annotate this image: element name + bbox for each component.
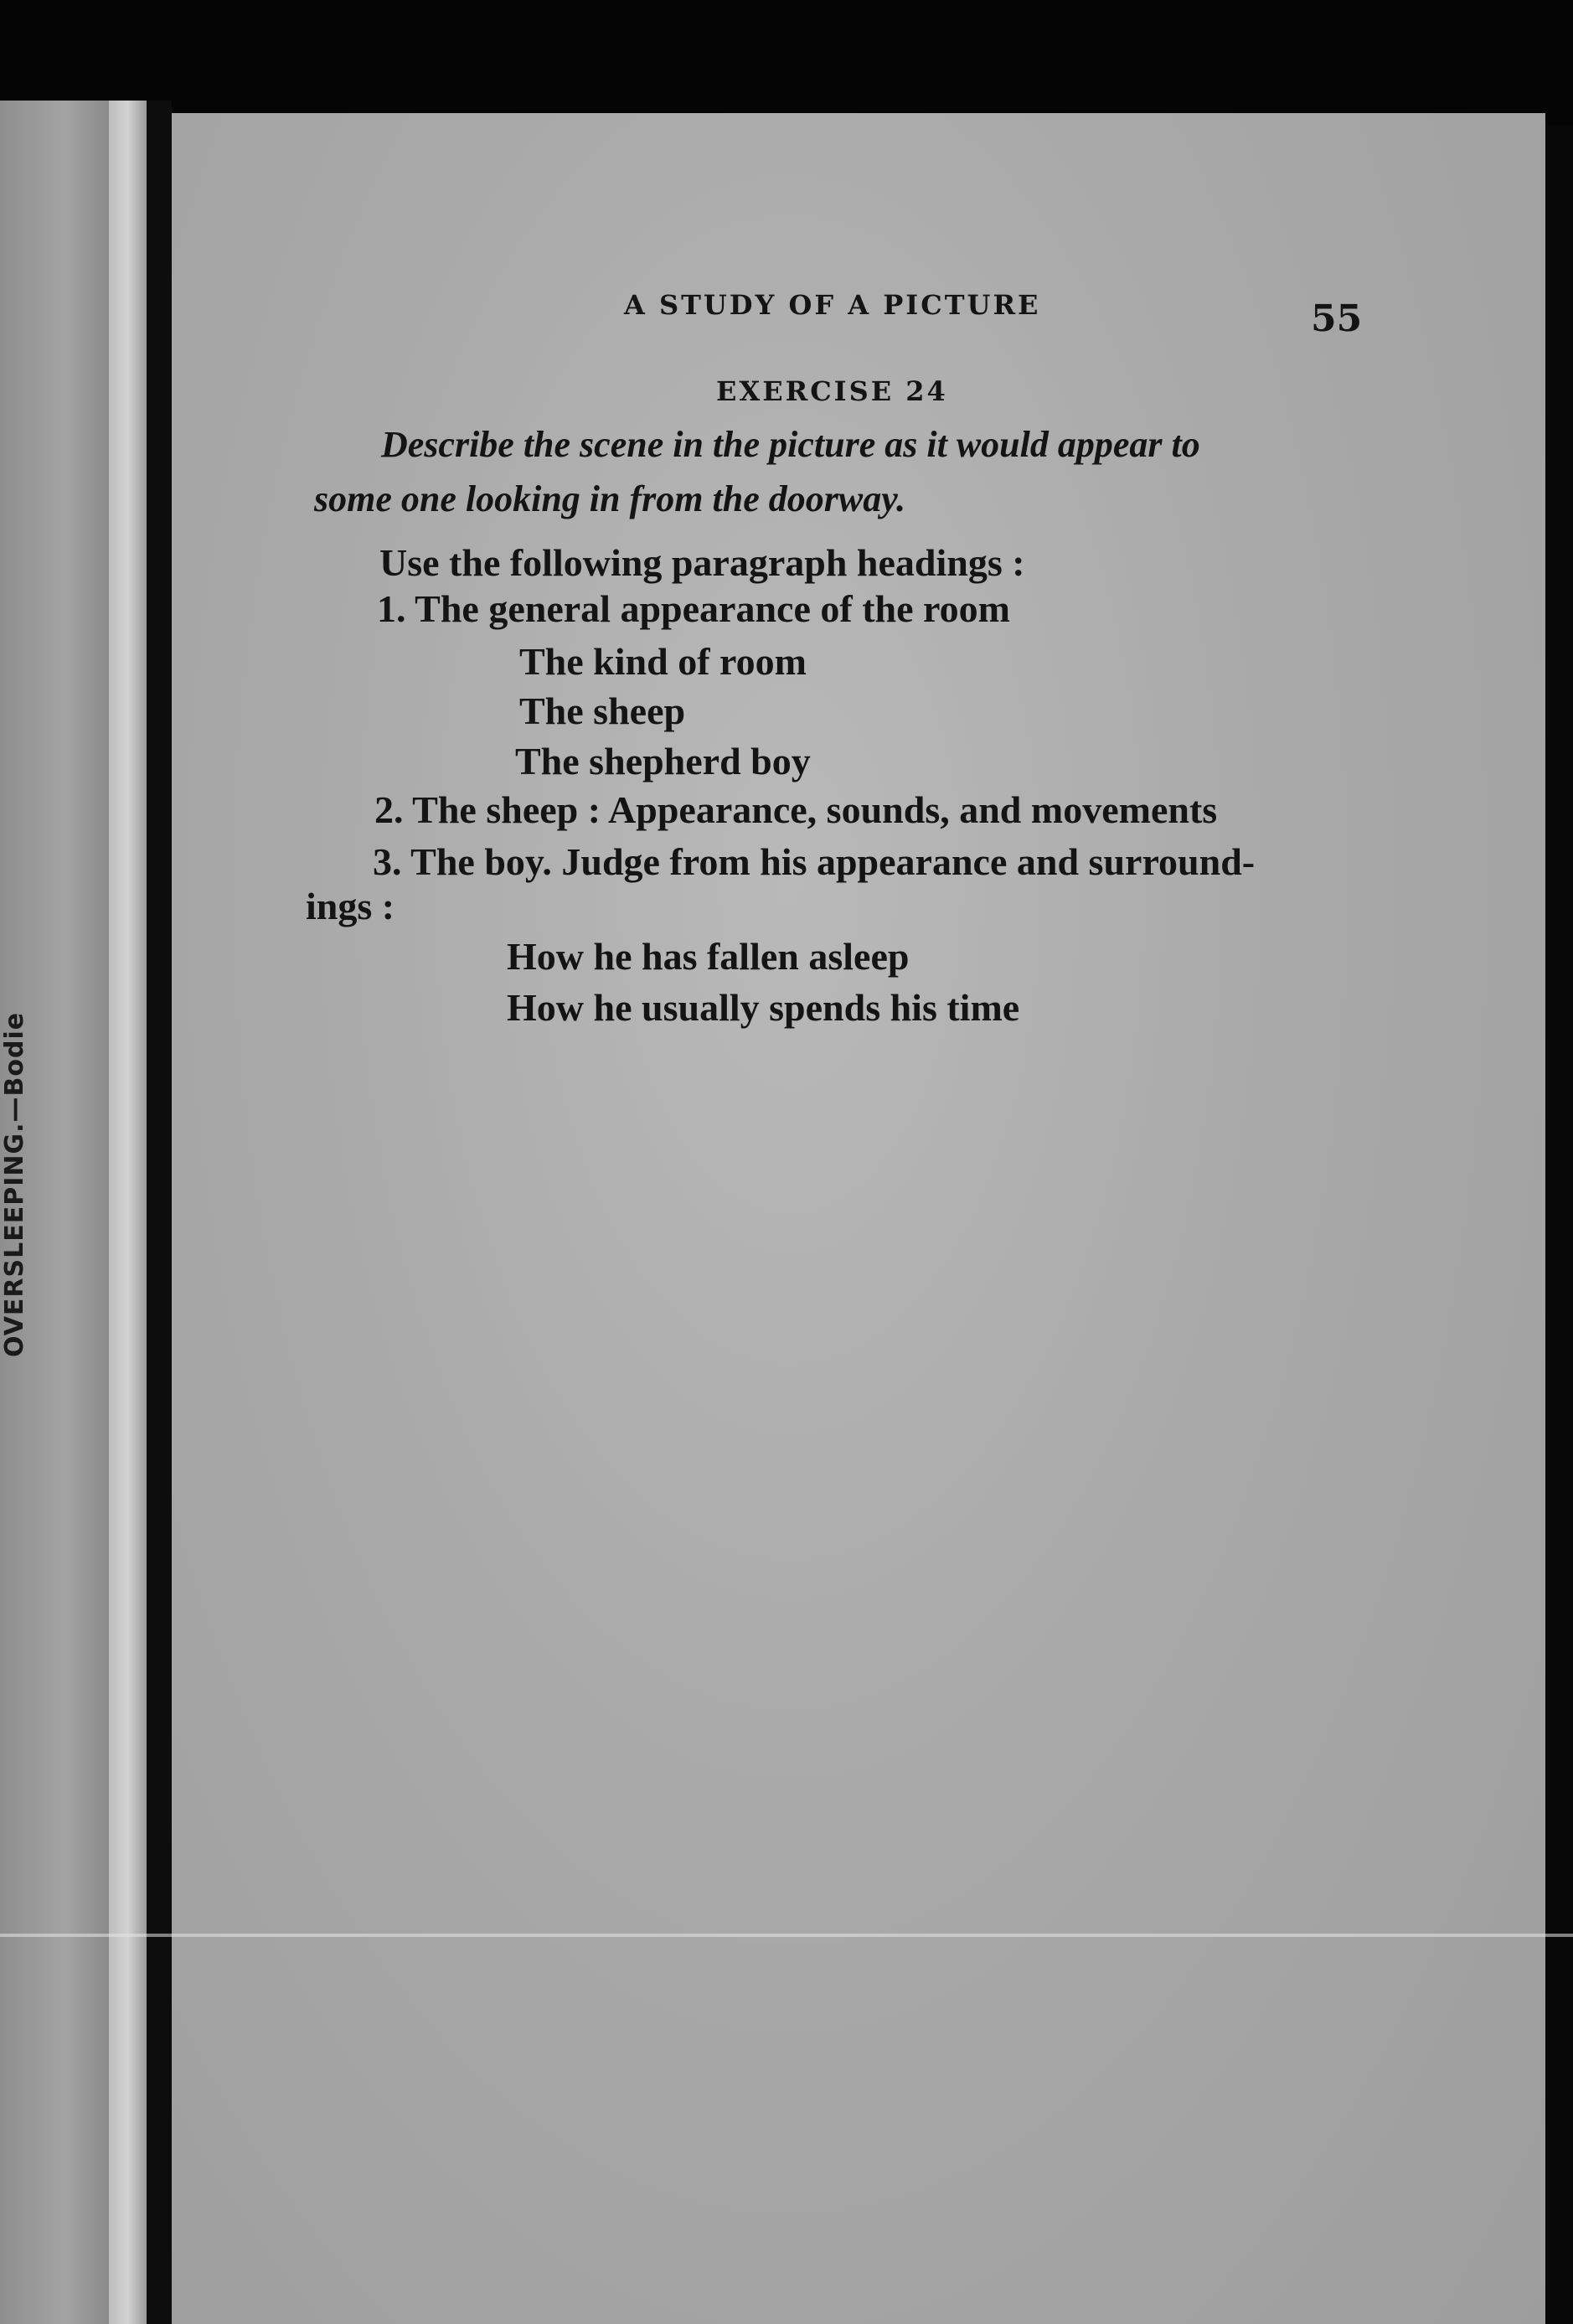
running-head: A STUDY OF A PICTURE bbox=[624, 289, 1041, 321]
scan-right-border bbox=[1545, 126, 1573, 2324]
heading-item-1: 1. The general appearance of the room bbox=[377, 587, 1010, 630]
left-page-edge bbox=[109, 101, 147, 2324]
heading-item-1-sub: The kind of room bbox=[519, 640, 807, 683]
heading-item-1-sub: The sheep bbox=[519, 689, 686, 732]
heading-item-3-sub: How he has fallen asleep bbox=[507, 935, 910, 978]
exercise-title: EXERCISE 24 bbox=[716, 375, 948, 407]
left-page-running-text: OVERSLEEPING.—Bodie bbox=[0, 1011, 29, 1357]
heading-item-3-continuation: ings : bbox=[306, 885, 395, 927]
heading-item-3: 3. The boy. Judge from his appearance and surround- bbox=[373, 840, 1256, 883]
heading-item-2: 2. The sheep : Appearance, sounds, and movements bbox=[374, 788, 1218, 831]
scan-top-border bbox=[0, 0, 1573, 126]
scan-artifact-line bbox=[0, 1934, 1573, 1937]
page-number: 55 bbox=[1311, 297, 1363, 340]
heading-item-3-sub: How he usually spends his time bbox=[507, 986, 1020, 1029]
headings-intro: Use the following paragraph headings : bbox=[379, 541, 1025, 584]
instruction-line-2: some one looking in from the doorway. bbox=[314, 478, 906, 519]
heading-item-1-sub: The shepherd boy bbox=[515, 740, 811, 782]
book-gutter bbox=[147, 101, 172, 2324]
instruction-line-1: Describe the scene in the picture as it would appear to bbox=[381, 424, 1200, 465]
